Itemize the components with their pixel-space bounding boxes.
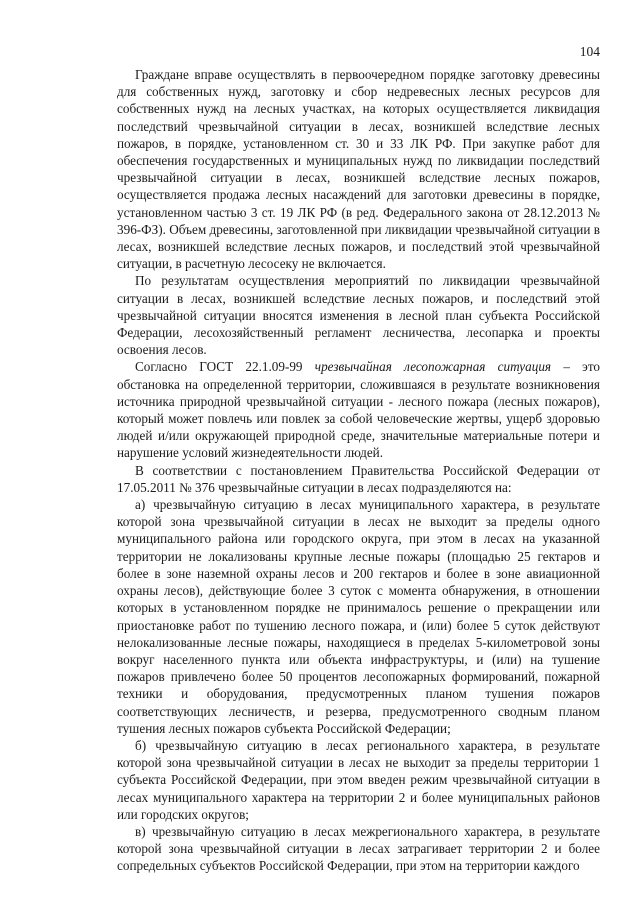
page-number: 104 (579, 44, 600, 59)
document-body (117, 66, 600, 875)
paragraph-forest-plan-changes: По результатам осуществления мероприятий по ликвидации чрезвычайной ситуации в лесах, возникшей вследствие лесных пожаров, и последствий этой чрезвычайной ситуации вносятся изменения в лесной план субъекта Российской Федерации, лесохозяйственный регламент лесничества, лесопарка и проекты освоения лесов. (117, 273, 600, 358)
gost-defined-term: чрезвычайная лесопожарная ситуация (314, 359, 552, 375)
paragraph-gost-definition (117, 358, 600, 461)
gost-definition-lead: Согласно ГОСТ 22.1.09-99 (135, 359, 315, 375)
paragraph-classification-intro: В соответствии с постановлением Правительства Российской Федерации от 17.05.2011 № 376 чрезвычайные ситуации в лесах подразделяются на: (117, 462, 600, 495)
list-item-municipal: а) чрезвычайную ситуацию в лесах муниципального характера, в результате которой зона чрезвычайной ситуации в лесах не выходит за пределы одного муниципального района или городского округа, при этом в лесах на указанной территории не локализованы крупные лесные пожары (площадью 25 гектаров и более в зоне наземной охраны лесов и 200 гектаров и более в зоне авиационной охраны лесов), действующие более 3 суток с момента обнаружения, в отношении которых в установленном порядке не принималось решение о прекращении или приостановке работ по тушению лесного пожара, и (или) более 5 суток действуют нелокализованные лесные пожары, находящиеся в пределах 5-километровой зоны вокруг населенного пункта или объекта инфраструктуры, и (или) на тушение пожаров привлечено более 50 процентов лесопожарных формирований, пожарной техники и оборудования, предусмотренных планом тушения пожаров соответствующих лесничеств, и резерва, предусмотренного сводным планом тушения лесных пожаров субъекта Российской Федерации; (117, 497, 600, 736)
list-item-interregional: в) чрезвычайную ситуацию в лесах межрегионального характера, в результате которой зона чрезвычайной ситуации в лесах затрагивает территории 2 и более сопредельных субъектов Российской Федерации, при этом на территории каждого (117, 823, 600, 874)
paragraph-harvesting-rights: Граждане вправе осуществлять в первоочередном порядке заготовку древесины для собственных нужд, заготовку и сбор недревесных лесных ресурсов для собственных нужд на лесных участках, на которых осуществляется ликвидация последствий чрезвычайной ситуации в лесах, возникшей вследствие лесных пожаров, в порядке, установленном ст. 30 и 33 ЛК РФ. При закупке работ для обеспечения государственных и муниципальных нужд по ликвидации последствий чрезвычайной ситуации в лесах, возникшей вследствие лесных пожаров, осуществляется продажа лесных насаждений для заготовки древесины в порядке, установленном частью 3 ст. 19 ЛК РФ (в ред. Федерального закона от 28.12.2013 № 396-ФЗ). Объем древесины, заготовленной при ликвидации чрезвычайной ситуации в лесах, возникшей вследствие лесных пожаров, и последствий этой чрезвычайной ситуации, в расчетную лесосеку не включается. (117, 67, 600, 272)
list-item-regional: б) чрезвычайную ситуацию в лесах регионального характера, в результате которой зона чрезвычайной ситуации в лесах не выходит за пределы территории 1 субъекта Российской Федерации, при этом введен режим чрезвычайной ситуации в лесах муниципального характера на территории 2 и более муниципальных районов или городских округов; (117, 737, 600, 822)
gost-definition-text: – это обстановка на определенной территории, сложившаяся в результате возникновения источника природной чрезвычайной ситуации - лесного пожара (лесных пожаров), который может повлечь или повлек за собой человеческие жертвы, ущерб здоровью людей и/или окружающей природной среде, значительные материальные потери и нарушение условий жизнедеятельности людей. (117, 359, 601, 461)
